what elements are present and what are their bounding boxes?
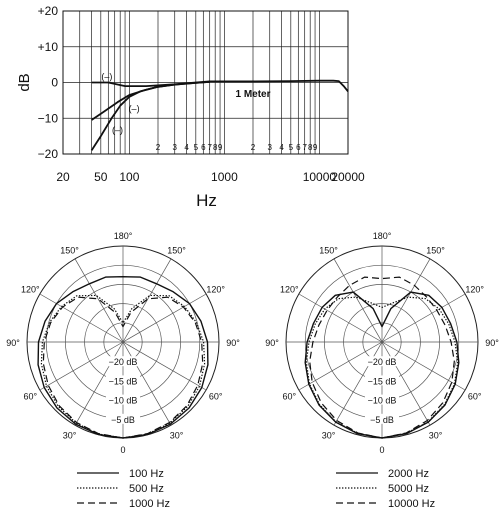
curve-annotation: (–) [101, 71, 113, 82]
polar-spoke [382, 294, 465, 342]
angle-label: 150° [167, 245, 186, 256]
y-axis-label: dB [16, 73, 33, 92]
legend-label: 2000 Hz [388, 468, 429, 480]
x-minor-tick-label: 3 [172, 143, 177, 152]
x-tick-label: 20000 [331, 170, 365, 184]
x-minor-tick-label: 4 [184, 143, 189, 152]
y-tick-label: +10 [37, 39, 58, 54]
x-minor-tick-label: 7 [207, 143, 212, 152]
frequency-response-chart [16, 4, 365, 210]
angle-label: 180° [113, 231, 133, 241]
x-minor-tick-label: 5 [288, 143, 294, 152]
legend-label: 5000 Hz [388, 483, 429, 495]
curve-annotation: (–) [112, 124, 124, 135]
angle-label: 150° [60, 245, 79, 256]
angle-label: 120° [206, 284, 225, 295]
polar-pattern-high-frequencies [265, 231, 499, 455]
legend-low-frequencies [77, 468, 170, 510]
x-axis-label: Hz [196, 191, 217, 210]
angle-label: 180° [372, 231, 392, 241]
ring-label: −10 dB [108, 395, 138, 406]
polar-pattern-low-frequencies [6, 231, 240, 455]
angle-label: 30° [428, 430, 443, 441]
x-minor-tick-label: 2 [155, 143, 161, 152]
curve-annotation: (–) [128, 103, 140, 114]
x-minor-tick-label: 7 [302, 143, 307, 152]
ring-label: −20 dB [108, 357, 138, 368]
x-tick-label: 50 [94, 170, 108, 184]
polar-spoke [382, 259, 430, 342]
ring-label: −5 dB [370, 414, 394, 425]
frequency-series-line [92, 82, 210, 151]
ring-label: −5 dB [111, 414, 135, 425]
y-tick-label: −20 [37, 147, 58, 161]
angle-label: 90° [6, 338, 20, 348]
angle-label: 30° [169, 430, 184, 441]
ring-label: −20 dB [367, 357, 397, 368]
y-tick-label: +20 [37, 4, 58, 18]
angle-label: 30° [321, 430, 336, 441]
y-tick-label: −10 [37, 111, 58, 126]
angle-label: 120° [465, 284, 484, 295]
x-minor-tick-label: 8 [212, 143, 218, 152]
x-tick-label: 100 [119, 170, 140, 184]
angle-label: 60° [467, 391, 482, 402]
polar-spoke [75, 259, 123, 342]
x-minor-tick-label: 8 [307, 143, 313, 152]
angle-label: 0 [120, 445, 126, 455]
polar-spoke [299, 294, 382, 342]
x-minor-tick-label: 5 [193, 143, 199, 152]
ring-label: −15 dB [108, 376, 138, 387]
angle-label: 150° [426, 245, 445, 256]
x-minor-tick-label: 2 [250, 143, 256, 152]
angle-label: 90° [485, 338, 499, 348]
legend-high-frequencies [336, 468, 435, 510]
x-minor-tick-label: 3 [267, 143, 272, 152]
legend-label: 100 Hz [129, 468, 164, 480]
angle-label: 60° [23, 391, 38, 402]
ring-label: −15 dB [367, 376, 397, 387]
legend-label: 10000 Hz [388, 498, 436, 510]
angle-label: 60° [282, 391, 297, 402]
angle-label: 120° [21, 284, 40, 295]
x-minor-tick-label: 6 [296, 143, 301, 152]
legend-label: 1000 Hz [129, 498, 170, 510]
x-tick-label: 10000 [302, 170, 337, 184]
ring-label: −10 dB [367, 395, 397, 406]
x-minor-tick-label: 4 [279, 143, 284, 152]
angle-label: 90° [265, 338, 279, 348]
angle-label: 30° [62, 430, 77, 441]
angle-label: 120° [280, 284, 299, 295]
polar-spoke [334, 259, 382, 342]
legend-label: 500 Hz [129, 483, 164, 495]
angle-label: 0 [379, 445, 385, 455]
angle-label: 90° [226, 338, 240, 348]
angle-label: 60° [208, 391, 223, 402]
distance-annotation: 1 Meter [235, 89, 271, 101]
x-minor-tick-label: 9 [312, 143, 318, 152]
y-tick-label: 0 [51, 75, 58, 90]
x-tick-label: 20 [56, 170, 70, 184]
x-tick-label: 1000 [211, 170, 238, 184]
polar-spoke [123, 259, 171, 342]
x-minor-tick-label: 6 [201, 143, 206, 152]
frequency-series-line [92, 82, 210, 120]
x-minor-tick-label: 9 [217, 143, 223, 152]
angle-label: 150° [319, 245, 338, 256]
